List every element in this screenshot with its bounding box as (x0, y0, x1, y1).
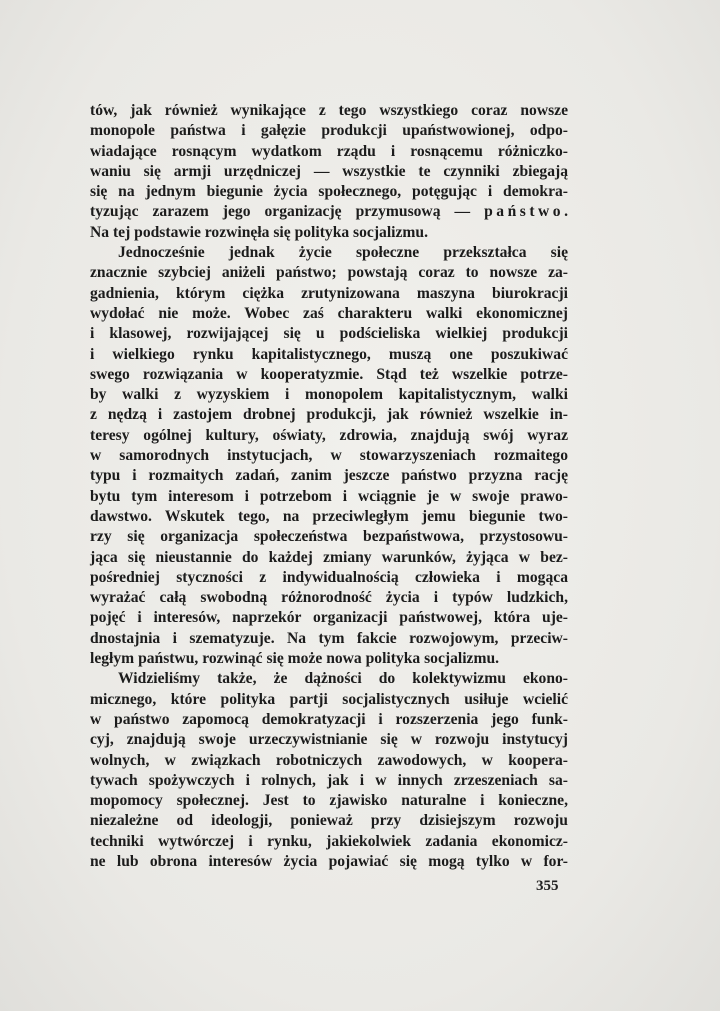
text-line: rzy się organizacja społeczeństwa bezpaństwowa, przystosowu- (90, 528, 568, 546)
text-line: wydołać nie może. Wobec zaś charakteru walki ekonomicznej (90, 304, 568, 322)
text-line: dnostajnia i szematyzuje. Na tym fakcie rozwojowym, przeciw- (90, 629, 568, 647)
body-text (90, 101, 568, 872)
text-line: i wielkiego rynku kapitalistycznego, muszą one poszukiwać (90, 345, 568, 363)
text-line: pojęć i interesów, naprzekór organizacji państwowej, która uje- (90, 609, 568, 627)
text-line: niezależne od ideologji, ponieważ przy dzisiejszym rozwoju (90, 812, 568, 830)
text-line: Jednocześnie jednak życie społeczne przekształca się (118, 244, 568, 262)
text-line: by walki z wyzyskiem i monopolem kapitalistycznym, walki (90, 386, 568, 404)
text-line: w samorodnych instytucjach, w stowarzyszeniach rozmaitego (90, 447, 568, 465)
text-line: Widzieliśmy także, że dążności do kolektywizmu ekono- (118, 670, 568, 688)
text-line: gadnienia, którym ciężka zrutynizowana maszyna biurokracji (90, 284, 568, 302)
text-line: ległym państwu, rozwinąć się może nowa polityka socjalizmu. (90, 650, 500, 668)
text-line: typu i rozmaitych zadań, zanim jeszcze państwo przyzna rację (90, 467, 568, 485)
text-line-with-emphasis: tyzując zarazem jego organizację przymusową — państwo. (90, 203, 568, 221)
text-line: z nędzą i zastojem drobnej produkcji, jak również wszelkie in- (90, 406, 568, 424)
paragraph-2 (90, 243, 568, 669)
text-line: wiadające rosnącym wydatkom rządu i rosnącemu różniczko- (90, 142, 568, 160)
paragraph-1 (90, 101, 568, 243)
text-line: tów, jak również wynikające z tego wszystkiego coraz nowsze (90, 102, 568, 119)
text-line: cyj, znajdują swoje urzeczywistnianie się w rozwoju instytucyj (90, 731, 568, 749)
text-line: techniki wytwórczej i rynku, jakiekolwiek zadania ekonomicz- (90, 832, 568, 850)
text-line: bytu tym interesom i potrzebom i wciągnie je w swoje prawo- (90, 487, 568, 505)
text-line: pośredniej styczności z indywidualnością człowieka i mogąca (90, 568, 568, 586)
text-line: i klasowej, rozwijającej się u podścieliska wielkiej produkcji (90, 325, 568, 343)
text-line: mopomocy społecznej. Jest to zjawisko naturalne i konieczne, (90, 792, 568, 810)
text-line: teresy ogólnej kultury, oświaty, zdrowia, znajdują swój wyraz (90, 426, 568, 444)
page-number: 355 (536, 878, 559, 894)
text-line: się na jednym biegunie życia społecznego, potęgując i demokra- (90, 183, 568, 201)
text-line: waniu się armji urzędniczej — wszystkie te czynniki zbiegają (90, 162, 568, 180)
text-line: wolnych, w związkach robotniczych zawodowych, w koopera- (90, 751, 568, 769)
text-line: Na tej podstawie rozwinęła się polityka socjalizmu. (90, 223, 428, 241)
paragraph-3 (90, 669, 568, 872)
text-line: swego rozwiązania w kooperatyzmie. Stąd też wszelkie potrze- (90, 365, 568, 383)
text-line: znacznie szybciej aniżeli państwo; powstają coraz to nowsze za- (90, 264, 568, 282)
text-line: monopole państwa i gałęzie produkcji upaństwowionej, odpo- (90, 122, 568, 140)
text-line: ne lub obrona interesów życia pojawiać się mogą tylko w for- (90, 852, 568, 870)
text-line: jąca się nieustannie do każdej zmiany warunków, żyjąca w bez- (90, 548, 568, 566)
text-line: tywach spożywczych i rolnych, jak i w innych zrzeszeniach sa- (90, 771, 568, 789)
spaced-emphasis-word: państwo (484, 203, 565, 221)
text-line: micznego, które polityka partji socjalistycznych usiłuje wcielić (90, 690, 568, 708)
text-line: dawstwo. Wskutek tego, na przeciwległym jemu biegunie two- (90, 507, 568, 525)
text-line: wyrażać całą swobodną różnorodność życia i typów ludzkich, (90, 589, 568, 607)
text-line: w państwo zapomocą demokratyzacji i rozszerzenia jego funk- (90, 710, 568, 728)
